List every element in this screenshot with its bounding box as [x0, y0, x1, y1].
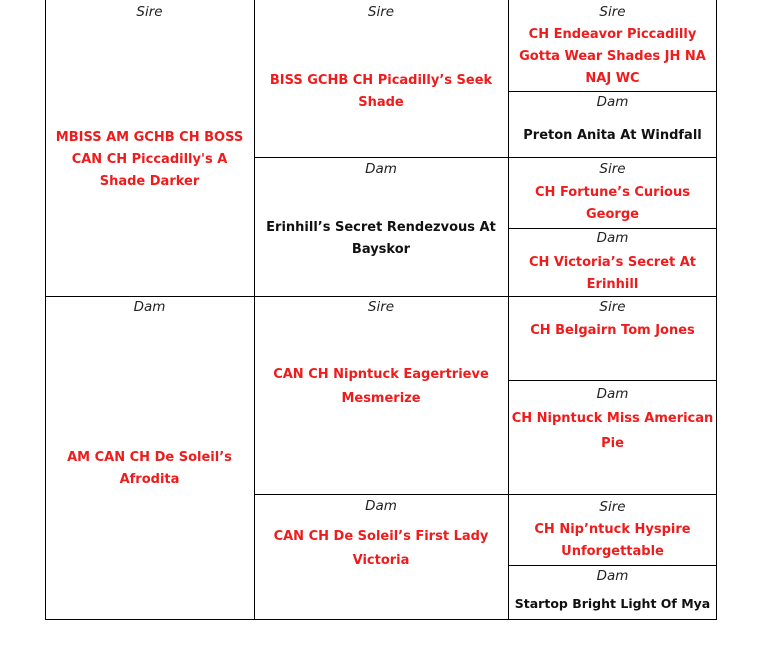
- gen3-sd-dam-role: Dam: [596, 230, 629, 246]
- gen3-sd-sire-role: Sire: [599, 161, 626, 177]
- gen3-dd-dam-name: Startop Bright Light Of Mya: [514, 596, 711, 611]
- gen3-ss-dam-cell: [508, 91, 717, 157]
- gen3-sd-sire-cell: [508, 157, 717, 228]
- gen2-sire-dam-role: Dam: [365, 161, 397, 177]
- gen2-dam-dam-name: CAN CH De Soleil’s First Lady Victoria: [273, 529, 489, 568]
- gen2-dam-sire-name: CAN CH Nipntuck Eagertrieve Mesmerize: [273, 367, 489, 406]
- gen1-sire-role: Sire: [136, 4, 163, 20]
- gen3-dd-dam-cell: [508, 565, 717, 620]
- gen2-sire-sire-name: BISS GCHB CH Picadilly’s Seek Shade: [269, 73, 493, 110]
- gen3-ss-dam-role: Dam: [596, 94, 629, 110]
- gen3-ds-sire-cell: [508, 296, 717, 380]
- gen2-dam-sire-role: Sire: [367, 299, 395, 315]
- gen3-dd-sire-cell: [508, 494, 717, 565]
- gen3-dd-sire-role: Sire: [599, 499, 626, 515]
- gen1-dam-cell: [45, 296, 254, 620]
- gen2-sire-sire-cell: [254, 0, 508, 157]
- gen2-sire-dam-cell: [254, 157, 508, 296]
- gen2-dam-dam-cell: [254, 494, 508, 620]
- gen3-dd-sire-name: CH Nip’ntuck Hyspire Unforgettable: [534, 522, 691, 559]
- gen1-sire-name: MBISS AM GCHB CH BOSS CAN CH Piccadilly's A Shade Darker: [55, 130, 244, 189]
- gen3-ss-dam-name: Preton Anita At Windfall: [523, 128, 702, 143]
- gen3-ss-sire-cell: [508, 0, 717, 91]
- gen2-sire-dam-name: Erinhill’s Secret Rendezvous At Bayskor: [266, 220, 496, 257]
- pedigree-chart: [45, 0, 717, 620]
- gen3-ds-sire-role: Sire: [599, 299, 626, 315]
- gen1-sire-cell: [45, 0, 254, 296]
- gen3-sd-sire-name: CH Fortune’s Curious George: [535, 185, 690, 222]
- gen3-ss-sire-role: Sire: [599, 4, 626, 20]
- gen3-sd-dam-cell: [508, 228, 717, 296]
- gen3-dd-dam-role: Dam: [596, 568, 629, 584]
- gen3-ds-sire-name: CH Belgairn Tom Jones: [530, 323, 695, 338]
- gen3-ss-sire-name: CH Endeavor Piccadilly Gotta Wear Shades JH NA NAJ WC: [519, 27, 706, 86]
- gen3-sd-dam-name: CH Victoria’s Secret At Erinhill: [528, 255, 697, 292]
- gen3-ds-dam-cell: [508, 380, 717, 494]
- gen1-dam-name: AM CAN CH De Soleil’s Afrodita: [67, 450, 232, 487]
- gen3-ds-dam-name: CH Nipntuck Miss American Pie: [511, 411, 714, 451]
- gen2-dam-sire-cell: [254, 296, 508, 494]
- gen3-ds-dam-role: Dam: [596, 386, 629, 402]
- gen1-dam-role: Dam: [133, 299, 166, 315]
- gen2-dam-dam-role: Dam: [365, 498, 397, 514]
- gen2-sire-sire-role: Sire: [367, 4, 395, 20]
